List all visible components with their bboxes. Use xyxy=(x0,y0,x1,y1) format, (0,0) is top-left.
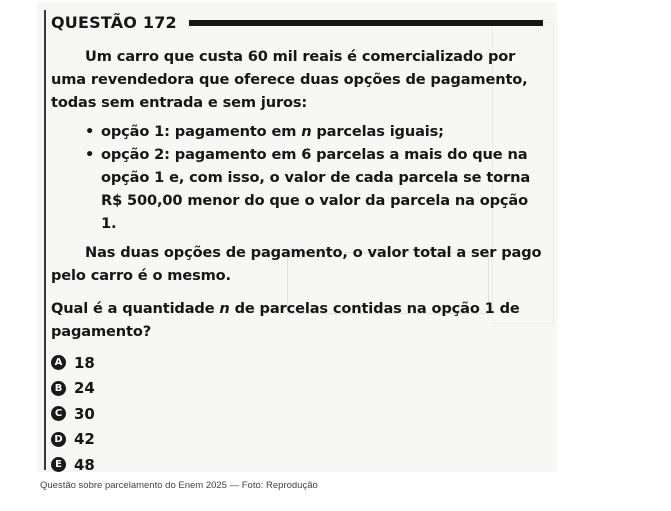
prompt-text: de parcelas contidas na opção 1 de pagamento? xyxy=(51,300,520,340)
answer-option-e[interactable] xyxy=(51,452,543,472)
question-block xyxy=(51,10,543,472)
variable-n: n xyxy=(301,123,312,140)
bullet-option-1 xyxy=(51,120,543,143)
letter-a-icon: A xyxy=(51,355,66,370)
title-rule xyxy=(189,20,543,26)
question-intro: Um carro que custa 60 mil reais é comercializado por uma revendedora que oferece duas opções de pagamento, todas sem entrada e sem juros: xyxy=(51,48,528,111)
answer-value: 42 xyxy=(74,430,95,449)
answer-value: 30 xyxy=(74,404,95,423)
bullet-text: parcelas iguais; xyxy=(311,123,444,140)
exam-photo xyxy=(37,2,557,472)
bullet-icon: • xyxy=(85,146,95,163)
photo-caption: Questão sobre parcelamento do Enem 2025 — Foto: Reprodução xyxy=(40,480,318,491)
answer-option-d[interactable] xyxy=(51,427,543,453)
question-prompt xyxy=(51,297,543,343)
answer-value: 48 xyxy=(74,455,95,472)
question-header xyxy=(51,10,543,34)
variable-n: n xyxy=(219,300,230,317)
answer-option-b[interactable] xyxy=(51,376,543,402)
bullet-text: opção 2: pagamento em 6 parcelas a mais do que na opção 1 e, com isso, o valor de cada parcela se torna R$ 500,00 menor do que o valor da parcela na opção 1. xyxy=(101,146,531,232)
answer-value: 18 xyxy=(74,353,95,372)
answer-options xyxy=(51,350,543,472)
prompt-text: Qual é a quantidade xyxy=(51,300,220,317)
question-statement: Nas duas opções de pagamento, o valor total a ser pago pelo carro é o mesmo. xyxy=(51,244,542,284)
bullet-icon: • xyxy=(85,123,95,140)
letter-b-icon: B xyxy=(51,381,66,396)
margin-rule xyxy=(44,10,46,470)
answer-value: 24 xyxy=(74,379,95,398)
letter-d-icon: D xyxy=(51,432,66,447)
bullet-option-2 xyxy=(51,143,543,235)
answer-option-a[interactable] xyxy=(51,350,543,376)
letter-c-icon: C xyxy=(51,406,66,421)
question-title: QUESTÃO 172 xyxy=(51,12,177,32)
letter-e-icon: E xyxy=(51,457,66,472)
payment-options-list xyxy=(51,120,543,235)
answer-option-c[interactable] xyxy=(51,401,543,427)
bullet-text: opção 1: pagamento em xyxy=(101,123,302,140)
